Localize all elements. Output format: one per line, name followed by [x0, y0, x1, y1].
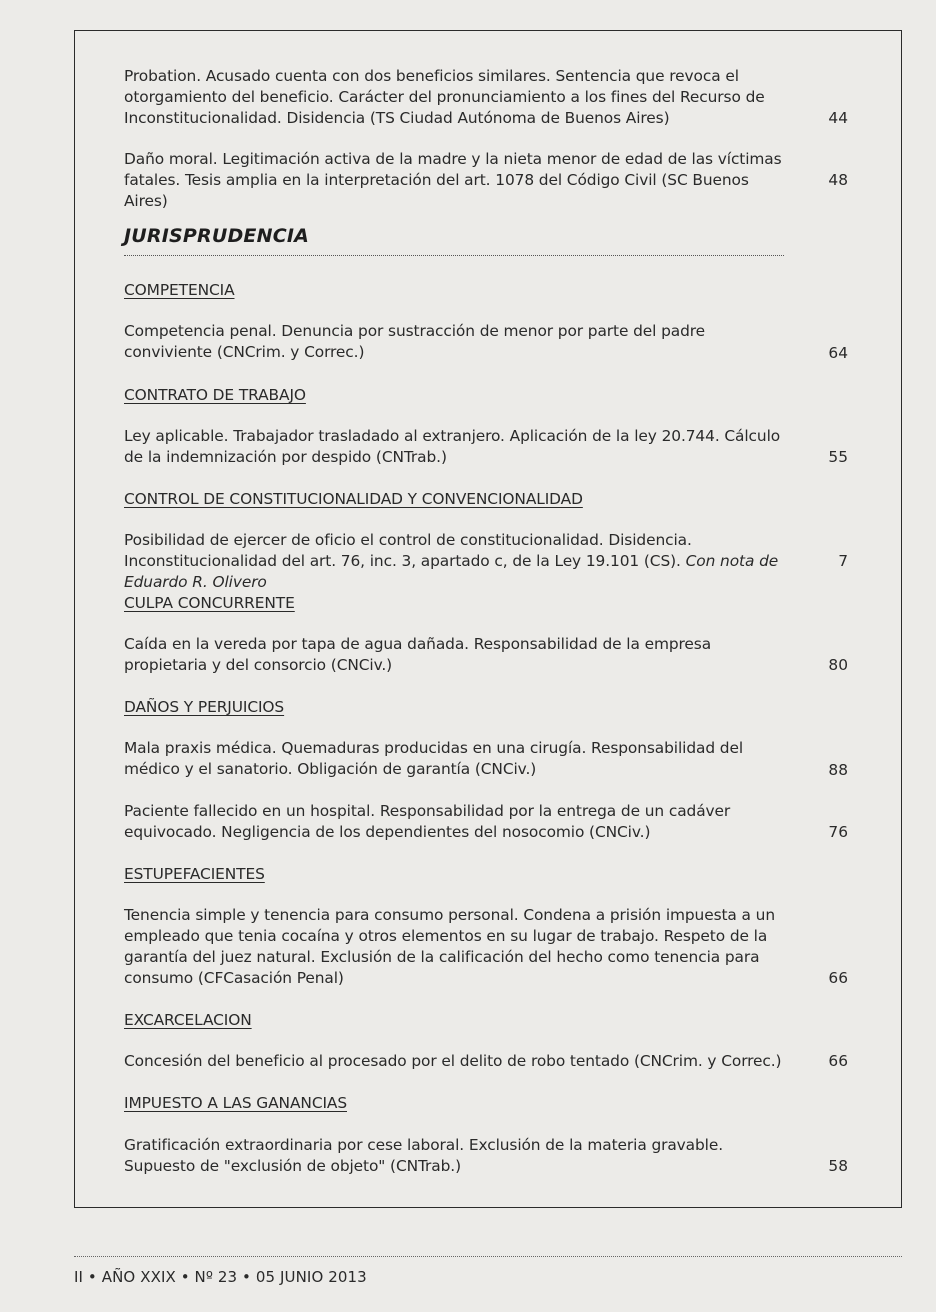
category-heading: EXCARCELACION — [124, 1011, 252, 1029]
section-divider — [124, 255, 784, 256]
category-heading: CULPA CONCURRENTE — [124, 594, 295, 612]
page-footer: II • AÑO XXIX • Nº 23 • 05 JUNIO 2013 — [74, 1268, 367, 1286]
summary-entry: Mala praxis médica. Quemaduras producidas en una cirugía. Responsabilidad del médico y el sanatorio. Obligación de garantía (CNCiv.) — [124, 739, 744, 778]
category-heading: COMPETENCIA — [124, 281, 235, 299]
page-number: 80 — [828, 656, 848, 674]
category-heading: IMPUESTO A LAS GANANCIAS — [124, 1094, 347, 1112]
page-number: 66 — [828, 969, 848, 987]
page-number: 88 — [828, 761, 848, 779]
summary-entry: Tenencia simple y tenencia para consumo personal. Condena a prisión impuesta a un empleado que tenia cocaína y otros elementos en su lugar de trabajo. Respeto de la garantía del juez natural. Exclusión de la calificación del hecho como tenencia para consumo (CFCasación Penal) — [124, 906, 775, 987]
summary-entry: Caída en la vereda por tapa de agua dañada. Responsabilidad de la empresa propietaria y del consorcio (CNCiv.) — [124, 635, 712, 674]
page-number: 76 — [828, 823, 848, 841]
page-number: 55 — [828, 448, 848, 466]
section-title: JURISPRUDENCIA — [124, 225, 310, 247]
summary-entry: Daño moral. Legitimación activa de la madre y la nieta menor de edad de las víctimas fatales. Tesis amplia en la interpretación del art. 1078 del Código Civil (SC Buenos Aires) — [124, 150, 782, 210]
page-number: 58 — [828, 1157, 848, 1175]
category-heading: ESTUPEFACIENTES — [124, 865, 265, 883]
category-heading: DAÑOS Y PERJUICIOS — [124, 698, 285, 716]
footer-divider — [74, 1256, 902, 1257]
page-number: 48 — [828, 171, 848, 189]
summary-entry: Paciente fallecido en un hospital. Responsabilidad por la entrega de un cadáver equivocado. Negligencia de los dependientes del nosocomio (CNCiv.) — [124, 802, 731, 841]
page-number: 66 — [828, 1052, 848, 1070]
page-number: 7 — [838, 552, 848, 570]
category-heading: CONTRATO DE TRABAJO — [124, 386, 306, 404]
summary-entry: Gratificación extraordinaria por cese laboral. Exclusión de la materia gravable. Supuesto de "exclusión de objeto" (CNTrab.) — [124, 1136, 724, 1175]
page-number: 64 — [828, 344, 848, 362]
page-number: 44 — [828, 109, 848, 127]
commentary-note: Con nota de Eduardo R. Olivero — [124, 552, 779, 591]
summary-entry: Posibilidad de ejercer de oficio el control de constitucionalidad. Disidencia. Inconstitucionalidad del art. 76, inc. 3, apartado c, de la Ley 19.101 (CS). Con nota de Eduardo R. Olivero — [124, 531, 779, 591]
category-heading: CONTROL DE CONSTITUCIONALIDAD Y CONVENCIONALIDAD — [124, 490, 583, 508]
summary-entry: Competencia penal. Denuncia por sustracción de menor por parte del padre conviviente (CNCrim. y Correc.) — [124, 322, 706, 361]
summary-entry: Ley aplicable. Trabajador trasladado al extranjero. Aplicación de la ley 20.744. Cálculo de la indemnización por despido (CNTrab.) — [124, 427, 781, 466]
summary-entry: Probation. Acusado cuenta con dos beneficios similares. Sentencia que revoca el otorgamiento del beneficio. Carácter del pronunciamiento a los fines del Recurso de Inconstitucionalidad. Disidencia (TS Ciudad Autónoma de Buenos Aires) — [124, 67, 765, 127]
summary-entry: Concesión del beneficio al procesado por el delito de robo tentado (CNCrim. y Correc.) — [124, 1052, 782, 1070]
